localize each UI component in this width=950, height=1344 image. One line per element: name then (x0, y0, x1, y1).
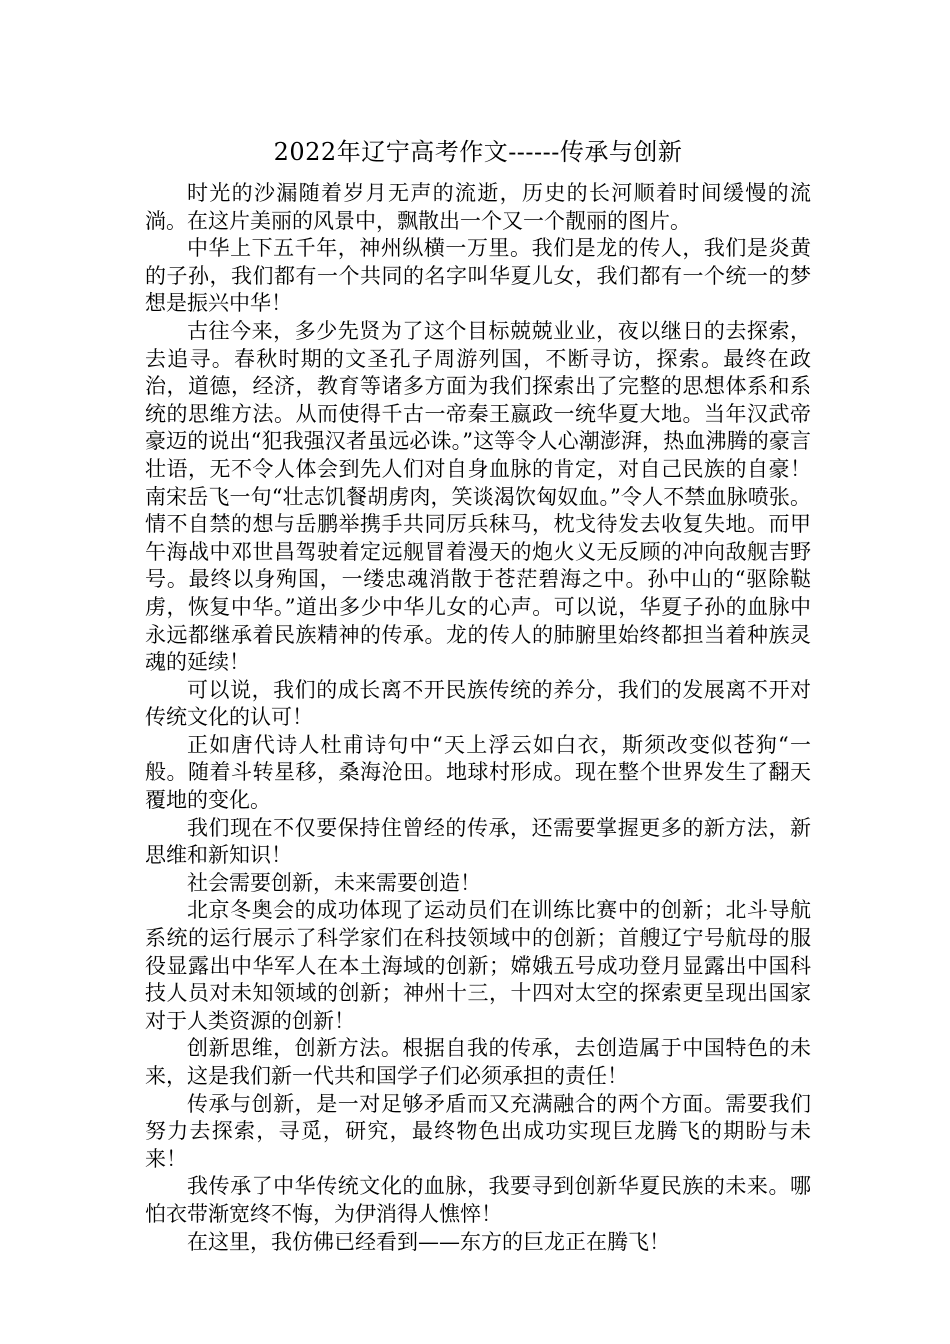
paragraph-10: 传承与创新，是一对足够矛盾而又充满融合的两个方面。需要我们努力去探索，寻觅，研究，最终物色出成功实现巨龙腾飞的期盼与未来！ (145, 1091, 811, 1171)
paragraph-11: 我传承了中华传统文化的血脉，我要寻到创新华夏民族的未来。哪怕衣带渐宽终不悔，为伊消得人憔悴！ (145, 1174, 811, 1226)
paragraph-5: 正如唐代诗人杜甫诗句中“天上浮云如白衣，斯须改变似苍狗“一般。随着斗转星移，桑海沧田。地球村形成。现在整个世界发生了翻天覆地的变化。 (145, 732, 811, 813)
paragraph-12: 在这里，我仿佛已经看到——东方的巨龙正在腾飞！ (187, 1229, 670, 1254)
paragraph-8: 北京冬奥会的成功体现了运动员们在训练比赛中的创新；北斗导航系统的运行展示了科学家们在科技领域中的创新；首艘辽宁号航母的服役显露出中华军人在本土海域的创新；嫦娥五号成功登月显露出中国科技人员对未知领域的创新；神州十三，十四对太空的探索更呈现出国家对于人类资源的创新！ (145, 898, 811, 1033)
paragraph-6: 我们现在不仅要保持住曾经的传承，还需要掌握更多的新方法，新思维和新知识！ (145, 815, 811, 868)
paragraph-1: 时光的沙漏随着岁月无声的流逝，历史的长河顺着时间缓慢的流淌。在这片美丽的风景中，飘散出一个又一个靓丽的图片。 (145, 181, 811, 233)
paragraph-3: 古往今来，多少先贤为了这个目标兢兢业业，夜以继日的去探索，去追寻。春秋时期的文圣孔子周游列国，不断寻访，探索。最终在政治，道德，经济，教育等诸多方面为我们探索出了完整的思想体系和系统的思维方法。从而使得千古一帝秦王嬴政一统华夏大地。当年汉武帝豪迈的说出“犯我强汉者虽远必诛。”这等令人心潮澎湃，热血沸腾的豪言壮语，无不令人体会到先人们对自身血脉的肯定，对自己民族的自豪！南宋岳飞一句“壮志饥餐胡虏肉，笑谈渴饮匈奴血。”令人不禁血脉喷张。情不自禁的想与岳鹏举携手共同厉兵秣马，枕戈待发去收复失地。而甲午海战中邓世昌驾驶着定远舰冒着漫天的炮火义无反顾的冲向敌舰吉野号。最终以身殉国，一缕忠魂消散于苍茫碧海之中。孙中山的“驱除鞑虏，恢复中华。”道出多少中华儿女的心声。可以说，华夏子孙的血脉中永远都继承着民族精神的传承。龙的传人的肺腑里始终都担当着种族灵魂的延续！ (145, 318, 811, 675)
paragraph-2: 中华上下五千年，神州纵横一万里。我们是龙的传人，我们是炎黄的子孙，我们都有一个共同的名字叫华夏儿女，我们都有一个统一的梦想是振兴中华！ (145, 236, 811, 316)
paragraph-9: 创新思维，创新方法。根据自我的传承，去创造属于中国特色的未来，这是我们新一代共和国学子们必须承担的责任！ (145, 1036, 811, 1088)
document-title: 2022年辽宁高考作文------传承与创新 (273, 138, 683, 166)
document-body (145, 132, 811, 1256)
paragraph-7: 社会需要创新，未来需要创造！ (187, 870, 481, 895)
paragraph-4: 可以说，我们的成长离不开民族传统的养分，我们的发展离不开对传统文化的认可！ (145, 677, 811, 730)
